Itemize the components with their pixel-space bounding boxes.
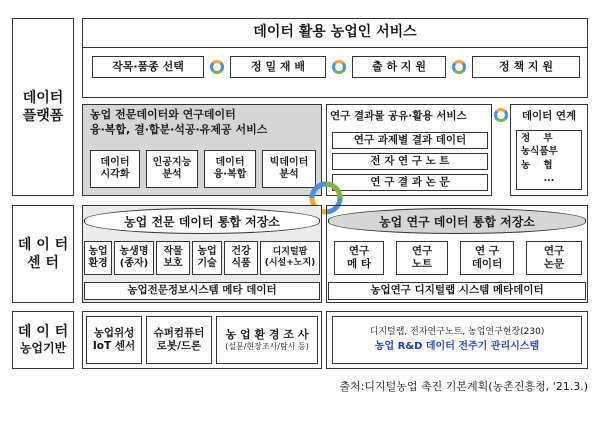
- service-crop-selection: 작목·품종 선택: [92, 56, 204, 78]
- research-service-title: 연구 결과물 공유·활용 서비스: [330, 110, 467, 122]
- data-link-list: [516, 130, 582, 190]
- agri-meta-data: 농업전문정보시스템 메타 데이터: [84, 282, 320, 300]
- service-shipping-support: 출 하 지 원: [352, 56, 446, 78]
- data-link-government: 정 부: [521, 133, 553, 144]
- fusion-ai-analysis: 인공지능 분석: [146, 150, 198, 188]
- base-survey-title: 농 업 환 경 조 사: [225, 328, 309, 342]
- research-electronic-notes: 전 자 연 구 노 트: [332, 153, 488, 170]
- row-label-base: [12, 311, 74, 369]
- research-meta-data: 농업연구 디지털랩 시스템 메타데이터: [328, 282, 586, 300]
- research-item-meta: 연구 메 타: [334, 241, 384, 275]
- agri-item-technology: 농업 기술: [192, 241, 222, 275]
- research-papers: 연 구 결 과 논 문: [332, 174, 488, 191]
- row-label-platform: 데이터 플랫폼: [12, 18, 74, 196]
- fusion-service-title: 농업 전문데이터와 연구데이터 융·복합, 결·합분·석공·유제공 서비스: [90, 108, 268, 136]
- data-link-nonghyup: 농 협: [521, 159, 553, 171]
- cycle-icon: [332, 60, 346, 74]
- data-link-title: 데이터 연계: [521, 110, 577, 122]
- agri-storage-cylinder: 농업 전문 데이터 통합 저장소: [84, 208, 320, 234]
- research-item-notes: 연구 노트: [396, 241, 448, 275]
- base-research-system: [332, 316, 582, 364]
- cycle-icon: [452, 60, 466, 74]
- service-precision-farming: 정 밀 재 배: [230, 56, 326, 78]
- agri-item-crop-protection: 작물 보호: [156, 241, 190, 275]
- data-link-mafra: 농식품부: [521, 146, 558, 158]
- cycle-icon: [494, 108, 508, 122]
- agri-item-environment: 농업 환경: [84, 241, 112, 275]
- row-label-center: 데 이 터 센 터: [12, 205, 74, 303]
- data-link-more: ...: [543, 172, 555, 184]
- research-storage-cylinder: 농업 연구 데이터 통합 저장소: [328, 208, 586, 234]
- base-survey-subtitle: (설문/현장조사/탐사 등): [225, 341, 309, 351]
- cycle-icon: [210, 60, 224, 74]
- research-item-data: 연 구 데이터: [460, 241, 514, 275]
- service-policy-support: 정 책 지 원: [472, 56, 580, 78]
- fusion-bigdata-analysis: 빅데이터 분석: [262, 150, 316, 188]
- agri-item-health-food: 건강 식품: [224, 241, 258, 275]
- row-label-base-sub: 농업기반: [19, 341, 67, 356]
- research-item-papers: 연구 논문: [526, 241, 582, 275]
- fusion-visualization: 데이터 시각화: [90, 150, 140, 188]
- agri-item-digital-farm: 디지털팜 (시설+노지): [260, 241, 320, 275]
- source-caption: 출처:디지털농업 촉진 기본계획(농촌진흥청, '21.3.): [339, 380, 588, 393]
- agri-item-biology: 농생명 (종자): [114, 241, 154, 275]
- base-environment-survey: [216, 316, 318, 364]
- row-label-base-main: 데 이 터: [17, 324, 69, 341]
- base-supercomputer-robot: 슈퍼컴퓨터 로봇/드론: [146, 316, 212, 364]
- base-satellite-iot: 농업위성 IoT 센서: [86, 316, 142, 364]
- research-project-results: 연구 과제별 결과 데이터: [332, 132, 488, 149]
- base-research-line1: 디지털랩, 전자연구노트, 농업연구현장(230): [369, 326, 545, 337]
- base-research-line2: 농업 R&D 데이터 전주기 관리시스템: [374, 340, 540, 352]
- fusion-data-convergence: 데이터 융·복합: [204, 150, 256, 188]
- service-title: 데이터 활용 농업인 서비스: [82, 18, 588, 48]
